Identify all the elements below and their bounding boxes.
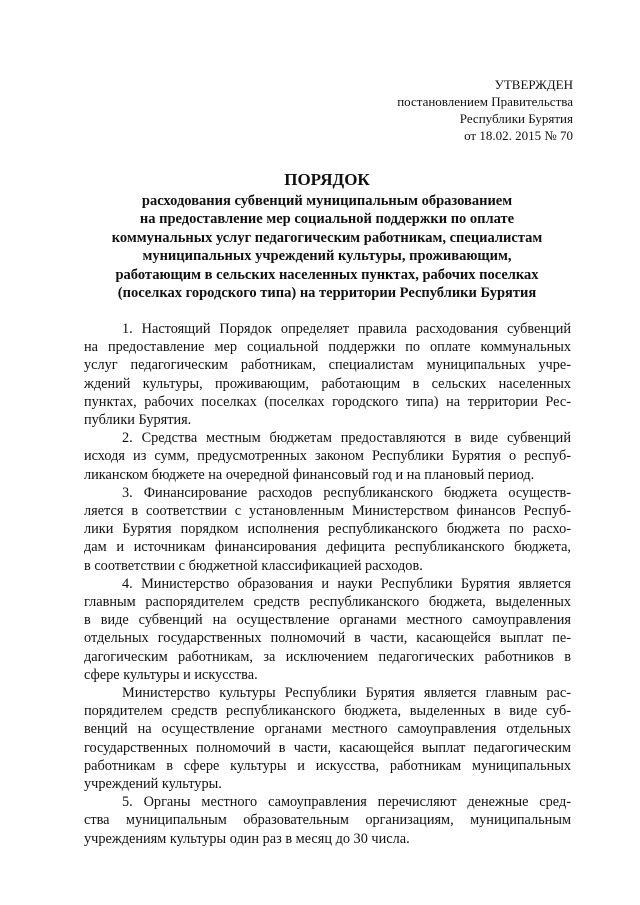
paragraph-line: публики Бурятия. <box>84 412 192 429</box>
paragraph-line: работникам в сфере культуры и искусства, работникам муниципальных <box>84 757 571 774</box>
paragraph-line: государственных полномочий в части, касающейся выплат педагогическим <box>84 739 571 756</box>
paragraph-1 <box>84 320 571 429</box>
paragraph-line: пунктах, рабочих поселках (поселках городского типа) на территории Рес- <box>84 393 571 410</box>
paragraph-5 <box>84 793 571 848</box>
paragraph-line: лики Бурятия порядком исполнения республиканского бюджета по расхо- <box>84 521 571 538</box>
title-line: на предоставление мер социальной поддержки по оплате <box>139 211 515 228</box>
paragraph-line: на предоставление мер социальной поддержки по оплате коммунальных <box>84 339 571 356</box>
paragraph-3 <box>84 484 571 575</box>
paragraph-line: сфере культуры и искусства. <box>84 666 258 683</box>
paragraph-line: в соответствии с бюджетной классификацией расходов. <box>84 557 423 574</box>
approval-stamp <box>397 76 573 144</box>
paragraph-line: 2. Средства местным бюджетам предоставляются в виде субвенций <box>122 430 571 447</box>
paragraph-2 <box>84 429 571 484</box>
paragraph-line: дам и источникам финансирования дефицита республиканского бюджета, <box>84 539 571 556</box>
paragraph-line: 3. Финансирование расходов республиканского бюджета осуществ- <box>122 484 571 501</box>
approved-by: постановлением Правительства <box>397 94 573 109</box>
paragraph-line: услуг педагогическим работникам, специалистам муниципальных учре- <box>84 357 571 374</box>
paragraph-line: 4. Министерство образования и науки Республики Бурятия является <box>122 575 571 592</box>
paragraph-line: ждений культуры, проживающим, работающим в сельских населенных <box>84 375 571 392</box>
paragraph-line: ликанском бюджете на очередной финансовый год и на плановый период. <box>84 466 535 483</box>
paragraph-4 <box>84 575 571 684</box>
approved-heading: УТВЕРЖДЕН <box>494 77 573 92</box>
title-line: работающим в сельских населенных пунктах, рабочих поселках <box>115 266 539 283</box>
paragraph-line: Министерство культуры Республики Бурятия является главным рас- <box>122 685 571 702</box>
paragraph-line: учреждений культуры. <box>84 776 222 793</box>
paragraph-line: венций на осуществление органами местного самоуправления отдельных <box>84 721 571 738</box>
paragraph-line: ляется в соответствии с установленным Министерством финансов Респуб- <box>84 503 571 520</box>
title-line: коммунальных услуг педагогическим работникам, специалистам <box>111 229 543 246</box>
paragraph-4-culture <box>84 684 571 793</box>
title-main: ПОРЯДОК <box>284 170 370 189</box>
title-line: муниципальных учреждений культуры, проживающим, <box>142 248 512 265</box>
paragraph-line: главным распорядителем средств республиканского бюджета, выделенных <box>84 594 571 611</box>
document-body <box>84 320 571 848</box>
approved-republic: Республики Бурятия <box>459 111 573 126</box>
paragraph-line: исходя из сумм, предусмотренных законом Республики Бурятия о респуб- <box>84 448 571 465</box>
document-title <box>84 170 570 302</box>
title-line: (поселках городского типа) на территории Республики Бурятия <box>117 285 537 302</box>
title-line: расходования субвенций муниципальным образованием <box>141 193 513 209</box>
approved-date: от 18.02. 2015 № 70 <box>464 128 573 143</box>
paragraph-line: порядителем средств республиканского бюджета, выделенных в виде суб- <box>84 703 571 720</box>
paragraph-line: 5. Органы местного самоуправления перечисляют денежные сред- <box>122 794 571 811</box>
paragraph-line: учреждениям культуры один раз в месяц до 30 числа. <box>84 830 410 847</box>
paragraph-line: дагогическим работникам, за исключением педагогических работников в <box>84 648 571 665</box>
paragraph-line: в виде субвенций на осуществление органами местного самоуправления <box>84 612 571 629</box>
paragraph-line: отдельных государственных полномочий в части, касающейся выплат пе- <box>84 630 571 647</box>
paragraph-line: 1. Настоящий Порядок определяет правила расходования субвенций <box>122 321 571 337</box>
paragraph-line: ства муниципальным образовательным организациям, муниципальным <box>84 812 571 829</box>
